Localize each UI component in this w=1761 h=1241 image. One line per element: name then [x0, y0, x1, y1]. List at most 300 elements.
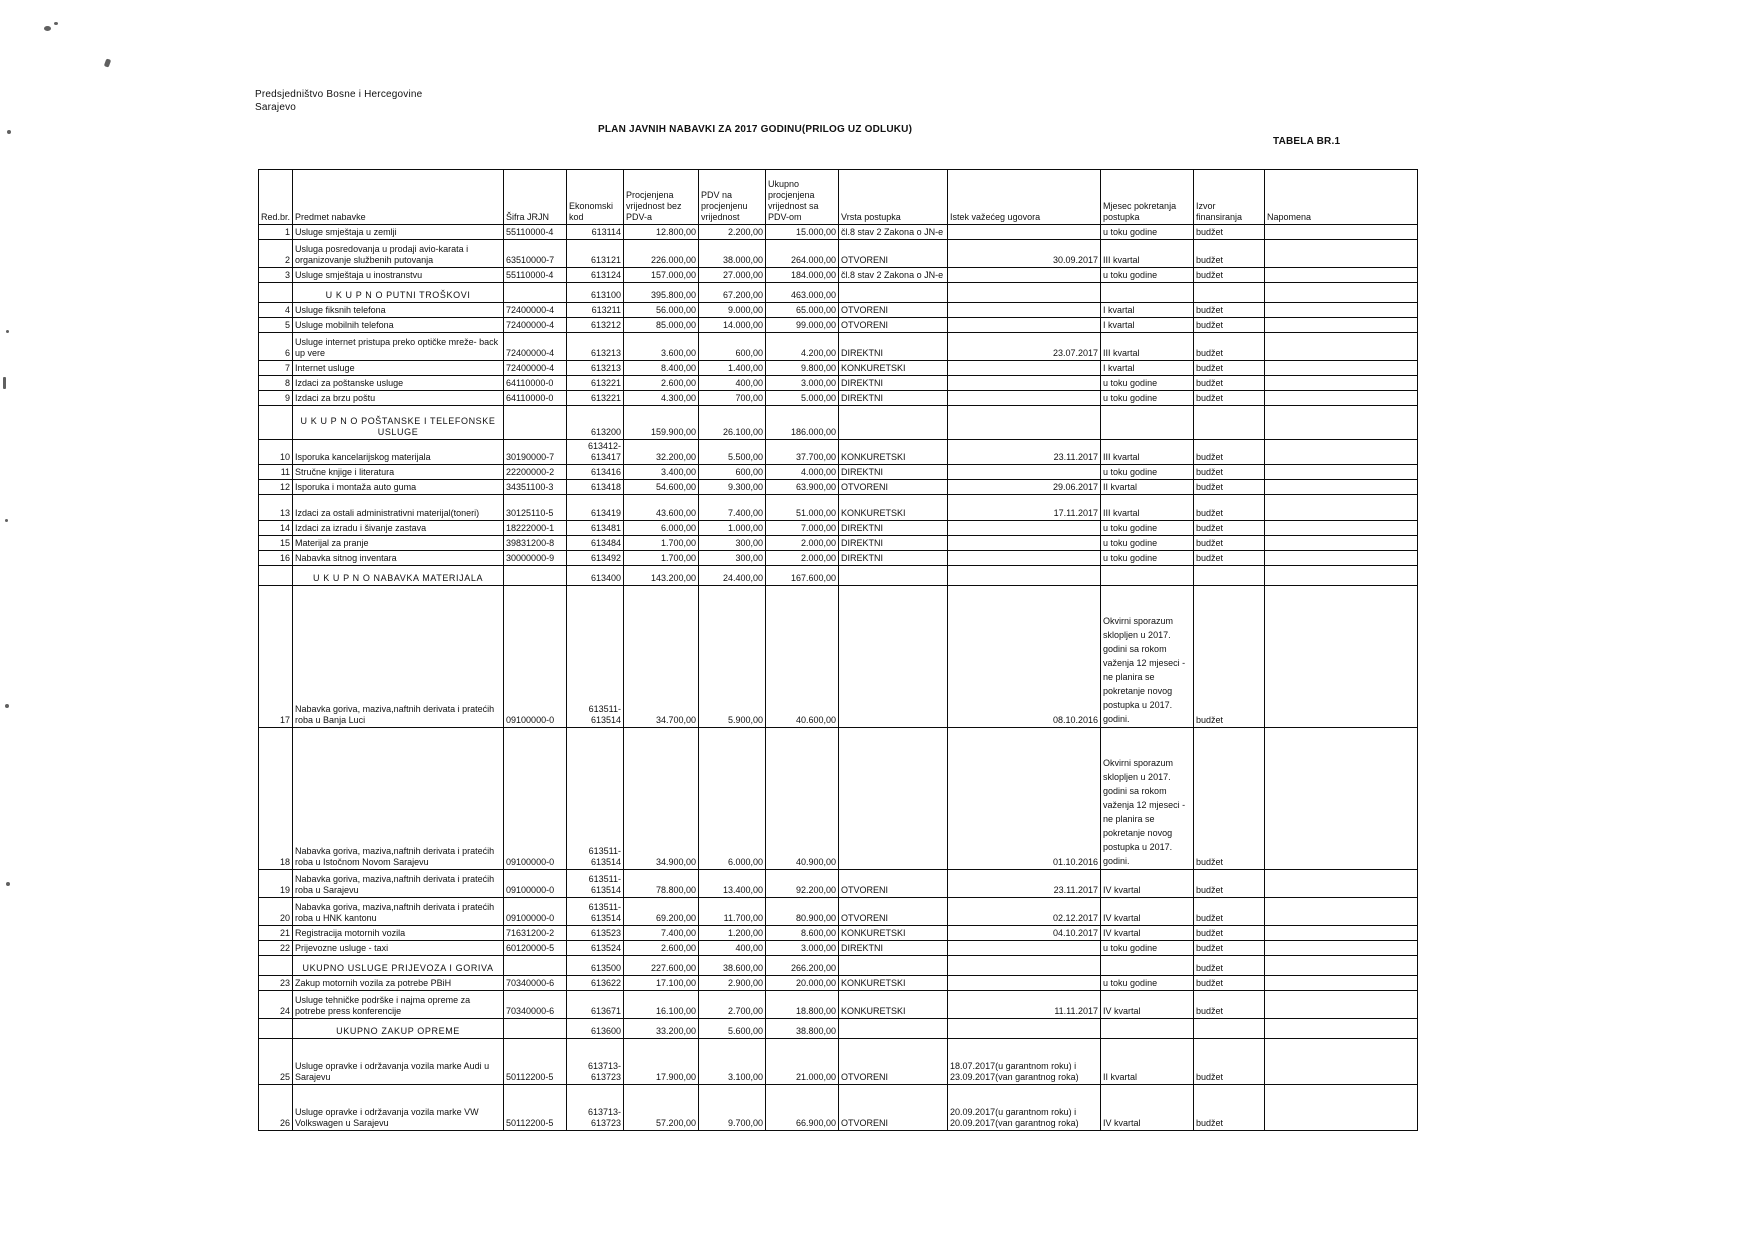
total-with-vat: 3.000,00 — [766, 941, 839, 956]
contract-expiry — [948, 376, 1101, 391]
jrjn-code: 50112200-5 — [504, 1085, 567, 1131]
procedure-type: DIREKTNI — [839, 333, 948, 361]
economic-code: 613713- 613723 — [567, 1039, 624, 1085]
table-row — [259, 318, 1418, 333]
economic-code: 613213 — [567, 361, 624, 376]
table-header-row — [259, 170, 1418, 225]
funding-source: budžet — [1194, 941, 1265, 956]
total-with-vat: 99.000,00 — [766, 318, 839, 333]
row-number: 2 — [259, 240, 293, 268]
procedure-type — [839, 566, 948, 586]
estimated-value-net: 159.900,00 — [624, 406, 699, 440]
funding-source: budžet — [1194, 551, 1265, 566]
start-month: u toku godine — [1101, 941, 1194, 956]
start-month — [1101, 406, 1194, 440]
vat-amount: 600,00 — [699, 333, 766, 361]
jrjn-code: 09100000-0 — [504, 898, 567, 926]
row-number — [259, 566, 293, 586]
contract-expiry: 30.09.2017 — [948, 240, 1101, 268]
table-number-label: TABELA BR.1 — [1273, 136, 1341, 147]
procurement-subject: Usluge smještaja u inostranstvu — [293, 268, 504, 283]
remark — [1265, 1019, 1418, 1039]
estimated-value-net: 56.000,00 — [624, 303, 699, 318]
procurement-subject: Stručne knjige i literatura — [293, 465, 504, 480]
vat-amount: 5.900,00 — [699, 586, 766, 728]
economic-code: 613500 — [567, 956, 624, 976]
contract-expiry — [948, 225, 1101, 240]
procedure-type: KONKURETSKI — [839, 361, 948, 376]
procurement-subject: Usluge internet pristupa preko optičke mreže- back up vere — [293, 333, 504, 361]
remark — [1265, 926, 1418, 941]
estimated-value-net: 3.400,00 — [624, 465, 699, 480]
estimated-value-net: 143.200,00 — [624, 566, 699, 586]
remark — [1265, 495, 1418, 521]
jrjn-code: 09100000-0 — [504, 870, 567, 898]
start-month: IV kvartal — [1101, 898, 1194, 926]
start-month: IV kvartal — [1101, 926, 1194, 941]
table-row — [259, 268, 1418, 283]
total-with-vat: 4.200,00 — [766, 333, 839, 361]
funding-source: budžet — [1194, 225, 1265, 240]
contract-expiry: 08.10.2016 — [948, 586, 1101, 728]
vat-amount: 13.400,00 — [699, 870, 766, 898]
procedure-type: DIREKTNI — [839, 941, 948, 956]
remark — [1265, 941, 1418, 956]
economic-code: 613524 — [567, 941, 624, 956]
procurement-subject: Prijevozne usluge - taxi — [293, 941, 504, 956]
row-number: 16 — [259, 551, 293, 566]
column-header-redbr: Red.br. — [259, 170, 293, 225]
organization-name: Predsjedništvo Bosne i Hercegovine — [255, 89, 423, 100]
table-row — [259, 1085, 1418, 1131]
funding-source — [1194, 1019, 1265, 1039]
table-total-row — [259, 406, 1418, 440]
estimated-value-net: 69.200,00 — [624, 898, 699, 926]
row-number: 25 — [259, 1039, 293, 1085]
start-month — [1101, 283, 1194, 303]
remark — [1265, 465, 1418, 480]
start-month: III kvartal — [1101, 333, 1194, 361]
remark — [1265, 240, 1418, 268]
funding-source: budžet — [1194, 303, 1265, 318]
estimated-value-net: 3.600,00 — [624, 333, 699, 361]
total-with-vat: 18.800,00 — [766, 991, 839, 1019]
row-number: 21 — [259, 926, 293, 941]
table-row — [259, 941, 1418, 956]
vat-amount: 300,00 — [699, 536, 766, 551]
funding-source: budžet — [1194, 991, 1265, 1019]
total-with-vat: 264.000,00 — [766, 240, 839, 268]
procurement-subject: Izdaci za poštanske usluge — [293, 376, 504, 391]
remark — [1265, 898, 1418, 926]
estimated-value-net: 54.600,00 — [624, 480, 699, 495]
contract-expiry — [948, 303, 1101, 318]
row-number: 7 — [259, 361, 293, 376]
estimated-value-net: 395.800,00 — [624, 283, 699, 303]
remark — [1265, 1039, 1418, 1085]
procurement-plan-table — [258, 169, 1418, 1131]
procedure-type: OTVORENI — [839, 1085, 948, 1131]
table-row — [259, 728, 1418, 870]
start-month — [1101, 956, 1194, 976]
start-month: I kvartal — [1101, 361, 1194, 376]
economic-code: 613671 — [567, 991, 624, 1019]
total-with-vat: 184.000,00 — [766, 268, 839, 283]
funding-source — [1194, 406, 1265, 440]
row-number: 19 — [259, 870, 293, 898]
start-month: IV kvartal — [1101, 991, 1194, 1019]
estimated-value-net: 7.400,00 — [624, 926, 699, 941]
table-row — [259, 926, 1418, 941]
funding-source: budžet — [1194, 465, 1265, 480]
jrjn-code: 34351100-3 — [504, 480, 567, 495]
table-row — [259, 521, 1418, 536]
row-number: 12 — [259, 480, 293, 495]
procedure-type: čl.8 stav 2 Zakona o JN-e — [839, 225, 948, 240]
procedure-type: čl.8 stav 2 Zakona o JN-e — [839, 268, 948, 283]
funding-source: budžet — [1194, 870, 1265, 898]
table-row — [259, 225, 1418, 240]
start-month: u toku godine — [1101, 536, 1194, 551]
jrjn-code: 50112200-5 — [504, 1039, 567, 1085]
estimated-value-net: 4.300,00 — [624, 391, 699, 406]
remark — [1265, 268, 1418, 283]
vat-amount: 3.100,00 — [699, 1039, 766, 1085]
column-header-vrsta-postupka: Vrsta postupka — [839, 170, 948, 225]
scan-speck — [6, 330, 9, 333]
remark — [1265, 566, 1418, 586]
procurement-subject: Izdaci za brzu poštu — [293, 391, 504, 406]
row-number: 8 — [259, 376, 293, 391]
jrjn-code — [504, 956, 567, 976]
vat-amount: 9.300,00 — [699, 480, 766, 495]
procurement-subject: Nabavka goriva, maziva,naftnih derivata i pratećih roba u Banja Luci — [293, 586, 504, 728]
jrjn-code: 72400000-4 — [504, 333, 567, 361]
funding-source: budžet — [1194, 480, 1265, 495]
procurement-subject: Nabavka goriva, maziva,naftnih derivata i pratećih roba u Istočnom Novom Sarajevu — [293, 728, 504, 870]
funding-source: budžet — [1194, 240, 1265, 268]
funding-source: budžet — [1194, 1085, 1265, 1131]
procedure-type: KONKURETSKI — [839, 976, 948, 991]
total-with-vat: 3.000,00 — [766, 376, 839, 391]
remark — [1265, 480, 1418, 495]
column-header-procijenjena-vrijednost: Procjenjena vrijednost bez PDV-a — [624, 170, 699, 225]
table-body — [259, 225, 1418, 1131]
economic-code: 613416 — [567, 465, 624, 480]
remark — [1265, 391, 1418, 406]
jrjn-code: 09100000-0 — [504, 728, 567, 870]
vat-amount: 2.200,00 — [699, 225, 766, 240]
procedure-type: DIREKTNI — [839, 536, 948, 551]
column-header-mjesec-pokretanja: Mjesec pokretanja postupka — [1101, 170, 1194, 225]
vat-amount: 5.600,00 — [699, 1019, 766, 1039]
table-row — [259, 376, 1418, 391]
vat-amount: 5.500,00 — [699, 440, 766, 465]
row-number: 22 — [259, 941, 293, 956]
table-total-row — [259, 1019, 1418, 1039]
contract-expiry — [948, 283, 1101, 303]
contract-expiry — [948, 318, 1101, 333]
total-with-vat: 9.800,00 — [766, 361, 839, 376]
estimated-value-net: 2.600,00 — [624, 376, 699, 391]
remark — [1265, 225, 1418, 240]
funding-source: budžet — [1194, 376, 1265, 391]
procedure-type — [839, 1019, 948, 1039]
organization-header — [255, 88, 422, 114]
contract-expiry — [948, 976, 1101, 991]
total-with-vat: 20.000,00 — [766, 976, 839, 991]
table-total-row — [259, 283, 1418, 303]
table-row — [259, 586, 1418, 728]
procurement-subject: Usluge opravke i održavanja vozila marke Audi u Sarajevu — [293, 1039, 504, 1085]
row-number: 24 — [259, 991, 293, 1019]
estimated-value-net: 6.000,00 — [624, 521, 699, 536]
funding-source — [1194, 283, 1265, 303]
procedure-type: OTVORENI — [839, 303, 948, 318]
contract-expiry — [948, 465, 1101, 480]
remark — [1265, 956, 1418, 976]
economic-code: 613221 — [567, 376, 624, 391]
row-number: 26 — [259, 1085, 293, 1131]
contract-expiry — [948, 551, 1101, 566]
total-with-vat: 40.900,00 — [766, 728, 839, 870]
jrjn-code: 30000000-9 — [504, 551, 567, 566]
scan-speck — [54, 22, 58, 25]
estimated-value-net: 1.700,00 — [624, 551, 699, 566]
procurement-subject: Usluga posredovanja u prodaji avio-karata i organizovanje službenih putovanja — [293, 240, 504, 268]
table-row — [259, 536, 1418, 551]
procedure-type — [839, 956, 948, 976]
economic-code: 613481 — [567, 521, 624, 536]
contract-expiry: 23.11.2017 — [948, 440, 1101, 465]
contract-expiry — [948, 391, 1101, 406]
remark — [1265, 870, 1418, 898]
estimated-value-net: 227.600,00 — [624, 956, 699, 976]
start-month: u toku godine — [1101, 976, 1194, 991]
total-with-vat: 65.000,00 — [766, 303, 839, 318]
economic-code: 613511- 613514 — [567, 870, 624, 898]
jrjn-code: 60120000-5 — [504, 941, 567, 956]
start-month: I kvartal — [1101, 303, 1194, 318]
jrjn-code: 72400000-4 — [504, 361, 567, 376]
procedure-type: DIREKTNI — [839, 521, 948, 536]
vat-amount: 2.700,00 — [699, 991, 766, 1019]
row-number: 17 — [259, 586, 293, 728]
economic-code: 613412- 613417 — [567, 440, 624, 465]
start-month-note: Okvirni sporazum sklopljen u 2017. godini sa rokom važenja 12 mjeseci - ne planira se pokretanje novog postupka u 2017. godini. — [1101, 728, 1194, 870]
jrjn-code — [504, 283, 567, 303]
procurement-subject: Usluge smještaja u zemlji — [293, 225, 504, 240]
remark — [1265, 333, 1418, 361]
funding-source: budžet — [1194, 728, 1265, 870]
procurement-subject: Zakup motornih vozila za potrebe PBiH — [293, 976, 504, 991]
jrjn-code — [504, 566, 567, 586]
estimated-value-net: 43.600,00 — [624, 495, 699, 521]
total-with-vat: 63.900,00 — [766, 480, 839, 495]
total-with-vat: 92.200,00 — [766, 870, 839, 898]
total-with-vat: 80.900,00 — [766, 898, 839, 926]
contract-expiry: 18.07.2017(u garantnom roku) i 23.09.2017(van garantnog roka) — [948, 1039, 1101, 1085]
row-number: 10 — [259, 440, 293, 465]
jrjn-code: 70340000-6 — [504, 976, 567, 991]
estimated-value-net: 1.700,00 — [624, 536, 699, 551]
row-number: 20 — [259, 898, 293, 926]
remark — [1265, 521, 1418, 536]
vat-amount: 67.200,00 — [699, 283, 766, 303]
table-row — [259, 391, 1418, 406]
row-number: 13 — [259, 495, 293, 521]
table-row — [259, 361, 1418, 376]
procedure-type: OTVORENI — [839, 480, 948, 495]
procurement-subject: Isporuka i montaža auto guma — [293, 480, 504, 495]
estimated-value-net: 17.900,00 — [624, 1039, 699, 1085]
vat-amount: 300,00 — [699, 551, 766, 566]
funding-source: budžet — [1194, 391, 1265, 406]
row-number: 9 — [259, 391, 293, 406]
start-month: I kvartal — [1101, 318, 1194, 333]
contract-expiry — [948, 361, 1101, 376]
estimated-value-net: 157.000,00 — [624, 268, 699, 283]
table-row — [259, 976, 1418, 991]
jrjn-code: 70340000-6 — [504, 991, 567, 1019]
jrjn-code: 18222000-1 — [504, 521, 567, 536]
estimated-value-net: 8.400,00 — [624, 361, 699, 376]
procurement-subject: Usluge tehničke podrške i najma opreme za potrebe press konferencije — [293, 991, 504, 1019]
funding-source: budžet — [1194, 440, 1265, 465]
table-row — [259, 495, 1418, 521]
funding-source: budžet — [1194, 1039, 1265, 1085]
economic-code: 613511- 613514 — [567, 586, 624, 728]
scan-speck — [104, 58, 111, 67]
estimated-value-net: 12.800,00 — [624, 225, 699, 240]
row-number: 4 — [259, 303, 293, 318]
jrjn-code: 09100000-0 — [504, 586, 567, 728]
column-header-sifra: Šifra JRJN — [504, 170, 567, 225]
row-number: 18 — [259, 728, 293, 870]
economic-code: 613419 — [567, 495, 624, 521]
economic-code: 613200 — [567, 406, 624, 440]
total-with-vat: 8.600,00 — [766, 926, 839, 941]
table-total-row — [259, 956, 1418, 976]
remark — [1265, 551, 1418, 566]
scan-speck — [7, 130, 11, 134]
total-with-vat: 2.000,00 — [766, 536, 839, 551]
economic-code: 613121 — [567, 240, 624, 268]
procurement-subject: Izdaci za ostali administrativni materijal(toneri) — [293, 495, 504, 521]
column-header-ekonomski-kod: Ekonomski kod — [567, 170, 624, 225]
procurement-subject: U K U P N O PUTNI TROŠKOVI — [293, 283, 504, 303]
funding-source: budžet — [1194, 361, 1265, 376]
procurement-subject: Internet usluge — [293, 361, 504, 376]
start-month: u toku godine — [1101, 551, 1194, 566]
vat-amount: 400,00 — [699, 376, 766, 391]
start-month: IV kvartal — [1101, 1085, 1194, 1131]
column-header-izvor-finansiranja: Izvor finansiranja — [1194, 170, 1265, 225]
procurement-subject: Materijal za pranje — [293, 536, 504, 551]
jrjn-code: 30125110-5 — [504, 495, 567, 521]
contract-expiry — [948, 941, 1101, 956]
jrjn-code: 63510000-7 — [504, 240, 567, 268]
procurement-plan-table-container — [258, 169, 1418, 1131]
row-number: 3 — [259, 268, 293, 283]
funding-source: budžet — [1194, 521, 1265, 536]
procurement-subject: Nabavka goriva, maziva,naftnih derivata i pratećih roba u HNK kantonu — [293, 898, 504, 926]
vat-amount: 700,00 — [699, 391, 766, 406]
procedure-type: KONKURETSKI — [839, 991, 948, 1019]
procedure-type — [839, 406, 948, 440]
estimated-value-net: 226.000,00 — [624, 240, 699, 268]
estimated-value-net: 17.100,00 — [624, 976, 699, 991]
jrjn-code: 30190000-7 — [504, 440, 567, 465]
procedure-type: DIREKTNI — [839, 391, 948, 406]
contract-expiry — [948, 536, 1101, 551]
procedure-type: DIREKTNI — [839, 376, 948, 391]
procurement-subject: UKUPNO USLUGE PRIJEVOZA I GORIVA — [293, 956, 504, 976]
estimated-value-net: 2.600,00 — [624, 941, 699, 956]
economic-code: 613523 — [567, 926, 624, 941]
remark — [1265, 318, 1418, 333]
start-month: u toku godine — [1101, 465, 1194, 480]
procedure-type: OTVORENI — [839, 870, 948, 898]
total-with-vat: 37.700,00 — [766, 440, 839, 465]
total-with-vat: 4.000,00 — [766, 465, 839, 480]
jrjn-code: 71631200-2 — [504, 926, 567, 941]
vat-amount: 11.700,00 — [699, 898, 766, 926]
scan-speck — [44, 26, 51, 31]
vat-amount: 7.400,00 — [699, 495, 766, 521]
scan-speck — [5, 519, 8, 522]
economic-code: 613400 — [567, 566, 624, 586]
remark — [1265, 1085, 1418, 1131]
total-with-vat: 51.000,00 — [766, 495, 839, 521]
contract-expiry — [948, 521, 1101, 536]
vat-amount: 6.000,00 — [699, 728, 766, 870]
vat-amount: 9.000,00 — [699, 303, 766, 318]
economic-code: 613211 — [567, 303, 624, 318]
procedure-type — [839, 283, 948, 303]
contract-expiry: 17.11.2017 — [948, 495, 1101, 521]
row-number — [259, 1019, 293, 1039]
table-row — [259, 480, 1418, 495]
start-month — [1101, 1019, 1194, 1039]
procurement-subject: U K U P N O NABAVKA MATERIJALA — [293, 566, 504, 586]
organization-city: Sarajevo — [255, 102, 297, 113]
table-row — [259, 898, 1418, 926]
economic-code: 613212 — [567, 318, 624, 333]
procedure-type: KONKURETSKI — [839, 926, 948, 941]
economic-code: 613221 — [567, 391, 624, 406]
column-header-predmet: Predmet nabavke — [293, 170, 504, 225]
contract-expiry: 29.06.2017 — [948, 480, 1101, 495]
start-month: III kvartal — [1101, 240, 1194, 268]
estimated-value-net: 34.900,00 — [624, 728, 699, 870]
row-number — [259, 283, 293, 303]
procurement-subject: Isporuka kancelarijskog materijala — [293, 440, 504, 465]
procedure-type — [839, 586, 948, 728]
jrjn-code — [504, 1019, 567, 1039]
funding-source: budžet — [1194, 956, 1265, 976]
estimated-value-net: 33.200,00 — [624, 1019, 699, 1039]
estimated-value-net: 32.200,00 — [624, 440, 699, 465]
row-number: 14 — [259, 521, 293, 536]
contract-expiry: 23.07.2017 — [948, 333, 1101, 361]
total-with-vat: 266.200,00 — [766, 956, 839, 976]
start-month: III kvartal — [1101, 495, 1194, 521]
economic-code: 613418 — [567, 480, 624, 495]
procurement-subject: Usluge opravke i održavanja vozila marke VW Volkswagen u Sarajevu — [293, 1085, 504, 1131]
remark — [1265, 586, 1418, 728]
economic-code: 613492 — [567, 551, 624, 566]
